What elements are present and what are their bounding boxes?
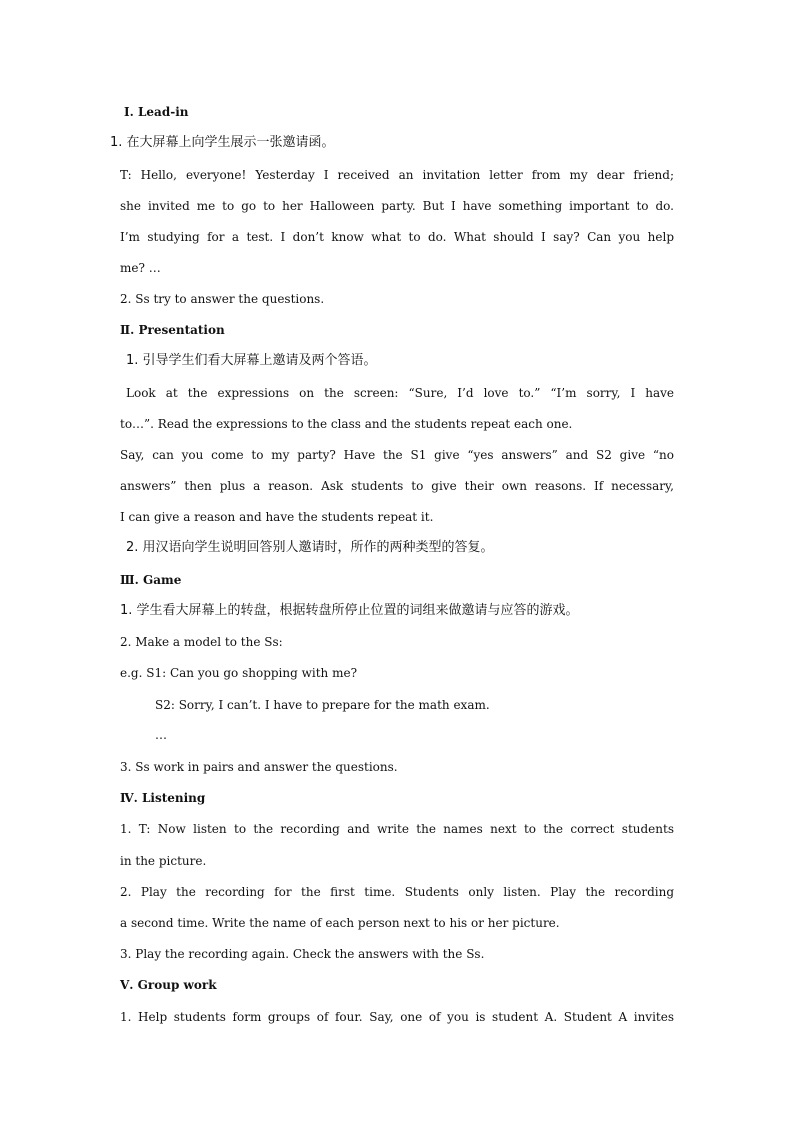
presentation-line-3: Say, can you come to my party? Have the S1 give “yes answers” and S2 give “no (120, 448, 674, 462)
presentation-line-2: to…”. Read the expressions to the class and the students repeat each one. (120, 417, 573, 431)
section-heading-game: Ⅲ. Game (120, 573, 182, 587)
listening-item-1-line-2: in the picture. (120, 854, 207, 868)
lead-in-teacher-line-1: T: Hello, everyone! Yesterday I received an invitation letter from my dear friend; (120, 168, 674, 182)
section-heading-group-work: Ⅴ. Group work (120, 978, 217, 992)
lead-in-teacher-line-4: me? … (120, 261, 161, 275)
presentation-line-4: answers” then plus a reason. Ask students to give their own reasons. If necessary, (120, 479, 674, 493)
lead-in-teacher-line-2: she invited me to go to her Halloween party. But I have something important to do. (120, 199, 674, 213)
listening-item-2-line-1: 2. Play the recording for the first time. Students only listen. Play the recording (120, 885, 674, 899)
game-example-s1: e.g. S1: Can you go shopping with me? (120, 666, 358, 680)
section-heading-presentation: Ⅱ. Presentation (120, 323, 225, 337)
listening-item-3: 3. Play the recording again. Check the answers with the Ss. (120, 947, 485, 961)
game-example-ellipsis: … (155, 728, 167, 742)
lead-in-teacher-line-3: I’m studying for a test. I don’t know what to do. What should I say? Can you help (120, 230, 674, 244)
section-heading-listening: Ⅳ. Listening (120, 791, 206, 805)
section-heading-lead-in: Ⅰ. Lead-in (124, 105, 189, 119)
presentation-line-1: Look at the expressions on the screen: “Sure, I’d love to.” “I’m sorry, I have (126, 386, 674, 400)
presentation-item-2: 2. 用汉语向学生说明回答别人邀请时，所作的两种类型的答复。 (126, 540, 494, 555)
game-example-s2: S2: Sorry, I can’t. I have to prepare for the math exam. (155, 698, 490, 712)
listening-item-1-line-1: 1. T: Now listen to the recording and write the names next to the correct students (120, 822, 674, 836)
listening-item-2-line-2: a second time. Write the name of each person next to his or her picture. (120, 916, 560, 930)
group-work-item-1: 1. Help students form groups of four. Say, one of you is student A. Student A invites (120, 1010, 674, 1024)
presentation-line-5: I can give a reason and have the students repeat it. (120, 510, 434, 524)
lead-in-item-1: 1. 在大屏幕上向学生展示一张邀请函。 (110, 135, 335, 150)
game-item-3: 3. Ss work in pairs and answer the questions. (120, 760, 398, 774)
game-item-1: 1. 学生看大屏幕上的转盘，根据转盘所停止位置的词组来做邀请与应答的游戏。 (120, 603, 579, 618)
lead-in-item-2: 2. Ss try to answer the questions. (120, 292, 325, 306)
game-item-2: 2. Make a model to the Ss: (120, 635, 283, 649)
presentation-item-1: 1. 引导学生们看大屏幕上邀请及两个答语。 (126, 353, 377, 368)
